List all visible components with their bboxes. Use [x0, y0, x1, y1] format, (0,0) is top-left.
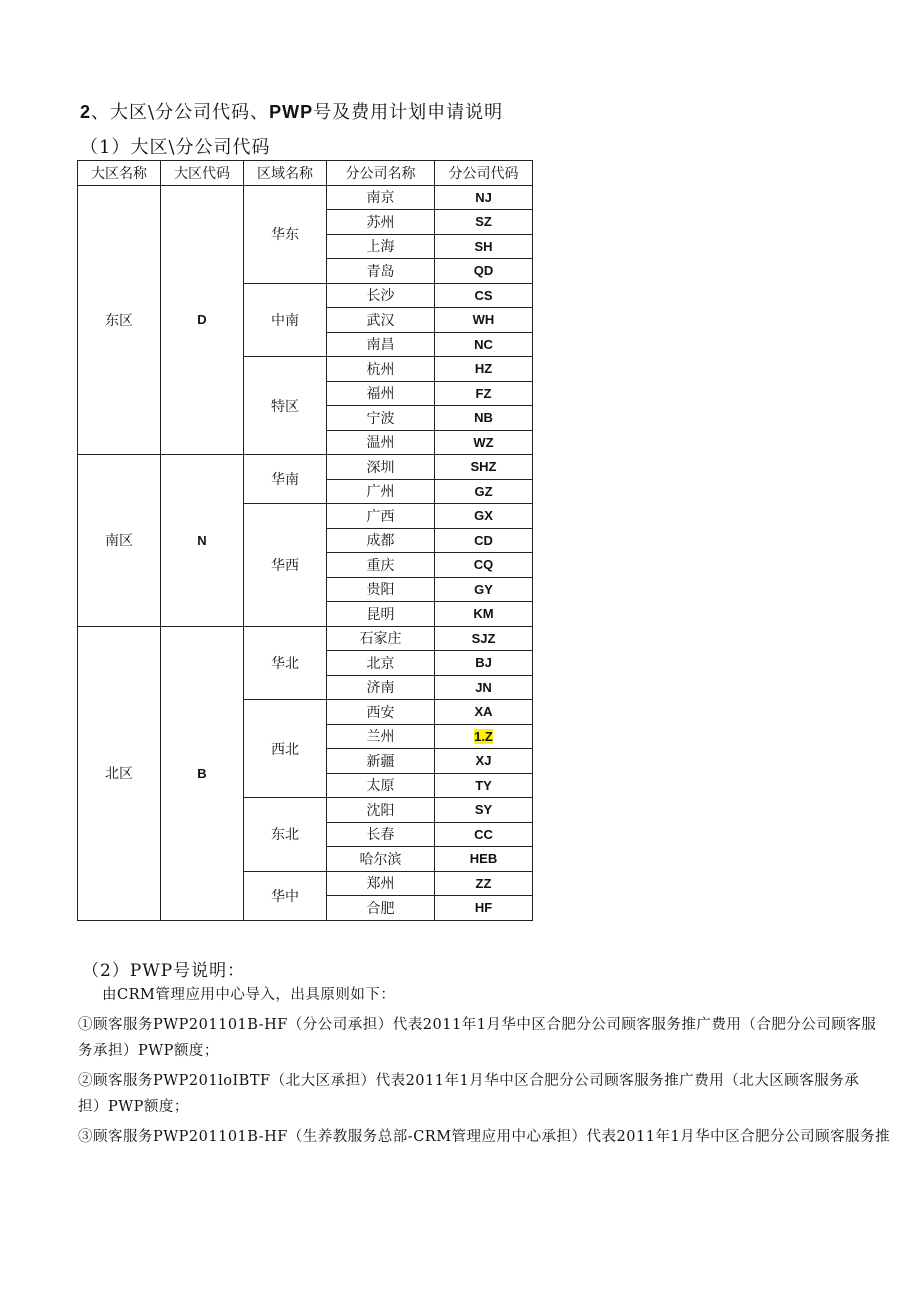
- branch-name: 新疆: [327, 749, 435, 774]
- branch-name: 西安: [327, 700, 435, 725]
- branch-code: CC: [435, 822, 533, 847]
- branch-code: SZ: [435, 210, 533, 235]
- branch-name: 兰州: [327, 724, 435, 749]
- branch-code: CS: [435, 283, 533, 308]
- branch-name: 杭州: [327, 357, 435, 382]
- heading-pwp: PWP: [269, 102, 314, 122]
- branch-code: SHZ: [435, 455, 533, 480]
- branch-code: SJZ: [435, 626, 533, 651]
- area-name: 东北: [244, 798, 327, 872]
- branch-name: 重庆: [327, 553, 435, 578]
- rule-item-3: ③顾客服务PWP201101B-HF（生养教服务总部-CRM管理应用中心承担）代表2011年1月华中区合肥分公司顾客服务推: [78, 1129, 891, 1145]
- area-name: 华东: [244, 185, 327, 283]
- branch-name: 哈尔滨: [327, 847, 435, 872]
- column-header: 区域名称: [244, 161, 327, 186]
- branch-code: GX: [435, 504, 533, 529]
- branch-code: NC: [435, 332, 533, 357]
- branch-code: [435, 724, 533, 749]
- branch-name: 昆明: [327, 602, 435, 627]
- branch-name: 福州: [327, 381, 435, 406]
- branch-code: HF: [435, 896, 533, 921]
- branch-name: 温州: [327, 430, 435, 455]
- region-code: D: [161, 185, 244, 455]
- area-name: 中南: [244, 283, 327, 357]
- table-header-row: [78, 161, 533, 186]
- branch-code-table: [77, 160, 533, 921]
- section2-title: （2）PWP号说明：: [82, 961, 246, 981]
- branch-code: BJ: [435, 651, 533, 676]
- column-header: 分公司名称: [327, 161, 435, 186]
- region-code: B: [161, 626, 244, 920]
- branch-name: 长沙: [327, 283, 435, 308]
- region-name: 南区: [78, 455, 161, 627]
- rule-item-1: ①顾客服务PWP201101B-HF（分公司承担）代表2011年1月华中区合肥分公司顾客服务推广费用（合肥分公司顾客服务承担）PWP额度；: [78, 1017, 877, 1059]
- branch-code: GZ: [435, 479, 533, 504]
- branch-code: KM: [435, 602, 533, 627]
- branch-name: 南昌: [327, 332, 435, 357]
- table-row: [78, 455, 533, 480]
- branch-code: GY: [435, 577, 533, 602]
- heading-text-2: 号及费用计划申请说明: [313, 102, 504, 123]
- branch-name: 广西: [327, 504, 435, 529]
- region-name: 东区: [78, 185, 161, 455]
- branch-name: 宁波: [327, 406, 435, 431]
- area-name: 华西: [244, 504, 327, 627]
- heading-number: 2: [80, 102, 92, 122]
- region-name: 北区: [78, 626, 161, 920]
- branch-code: TY: [435, 773, 533, 798]
- branch-code: XA: [435, 700, 533, 725]
- branch-code: WZ: [435, 430, 533, 455]
- branch-code: XJ: [435, 749, 533, 774]
- branch-name: 深圳: [327, 455, 435, 480]
- branch-code: FZ: [435, 381, 533, 406]
- column-header: 分公司代码: [435, 161, 533, 186]
- branch-code: HEB: [435, 847, 533, 872]
- highlighted-code: 1.Z: [474, 728, 493, 744]
- branch-code: CD: [435, 528, 533, 553]
- table-row: [78, 626, 533, 651]
- area-name: 华中: [244, 871, 327, 920]
- branch-code: SH: [435, 234, 533, 259]
- branch-name: 济南: [327, 675, 435, 700]
- branch-name: 郑州: [327, 871, 435, 896]
- subsection-heading: （1）大区\分公司代码: [80, 137, 271, 158]
- branch-name: 石家庄: [327, 626, 435, 651]
- branch-code: JN: [435, 675, 533, 700]
- branch-code: NB: [435, 406, 533, 431]
- branch-code: NJ: [435, 185, 533, 210]
- branch-code: WH: [435, 308, 533, 333]
- branch-name: 贵阳: [327, 577, 435, 602]
- branch-name: 广州: [327, 479, 435, 504]
- area-name: 华北: [244, 626, 327, 700]
- area-name: 华南: [244, 455, 327, 504]
- section-heading: [80, 98, 503, 124]
- branch-code: HZ: [435, 357, 533, 382]
- branch-name: 沈阳: [327, 798, 435, 823]
- branch-code: ZZ: [435, 871, 533, 896]
- branch-code: SY: [435, 798, 533, 823]
- column-header: 大区名称: [78, 161, 161, 186]
- column-header: 大区代码: [161, 161, 244, 186]
- heading-text-1: 、大区\分公司代码、: [91, 102, 270, 123]
- rule-item-2: ②顾客服务PWP201loIBTF（北大区承担）代表2011年1月华中区合肥分公司顾客服务推广费用（北大区顾客服务承担）PWP额度；: [78, 1073, 860, 1115]
- branch-name: 上海: [327, 234, 435, 259]
- section2-intro: 由CRM管理应用中心导入，出具原则如下：: [102, 987, 396, 1003]
- branch-name: 太原: [327, 773, 435, 798]
- branch-name: 苏州: [327, 210, 435, 235]
- region-code: N: [161, 455, 244, 627]
- branch-code: QD: [435, 259, 533, 284]
- branch-name: 长春: [327, 822, 435, 847]
- branch-name: 北京: [327, 651, 435, 676]
- table-row: [78, 185, 533, 210]
- branch-code: CQ: [435, 553, 533, 578]
- branch-name: 青岛: [327, 259, 435, 284]
- area-name: 特区: [244, 357, 327, 455]
- branch-name: 南京: [327, 185, 435, 210]
- branch-name: 成都: [327, 528, 435, 553]
- area-name: 西北: [244, 700, 327, 798]
- branch-name: 武汉: [327, 308, 435, 333]
- branch-name: 合肥: [327, 896, 435, 921]
